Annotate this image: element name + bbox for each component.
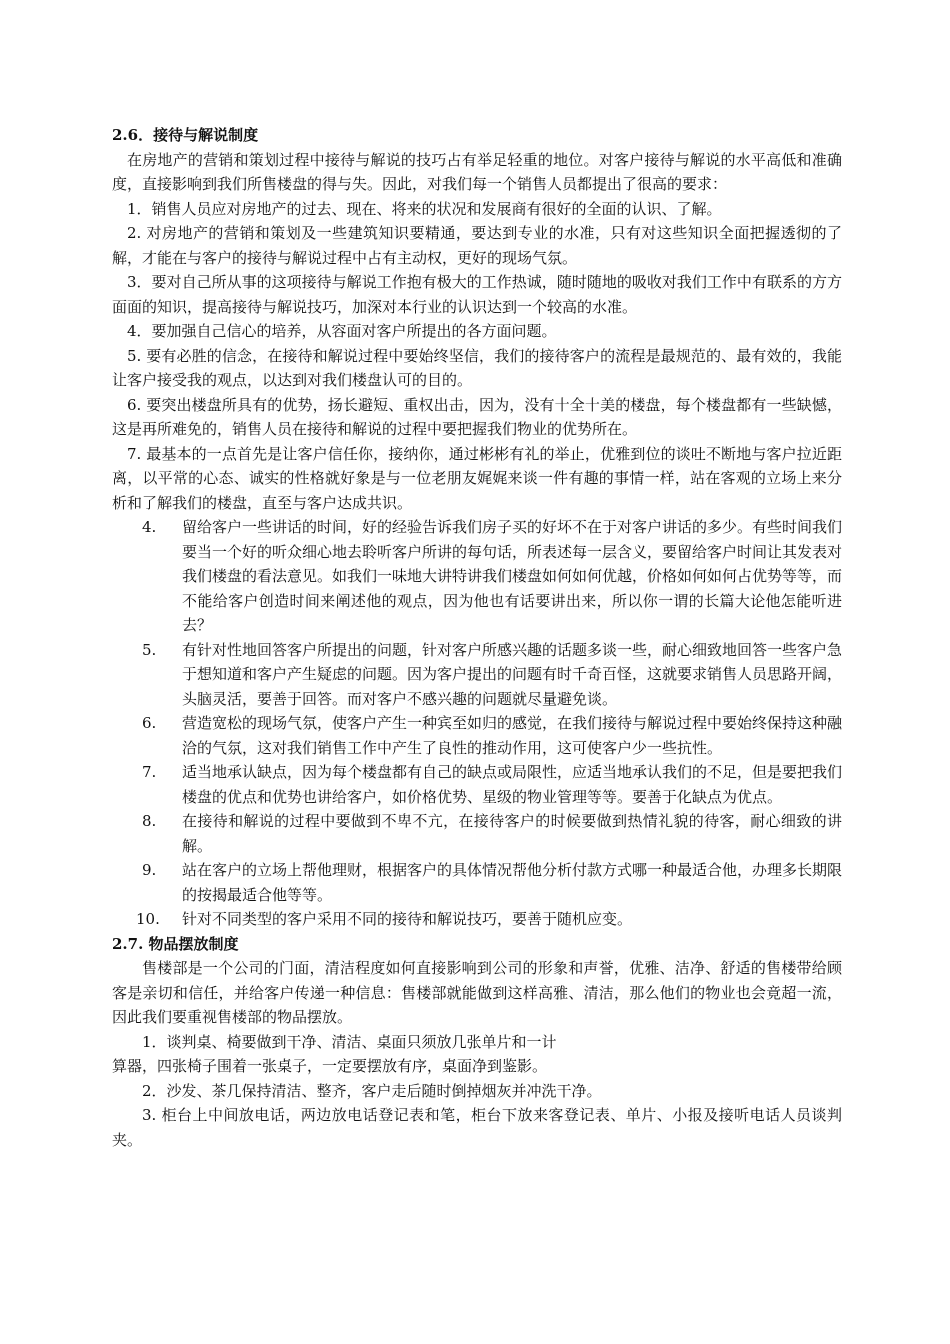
list-text: 留给客户一些讲话的时间，好的经验告诉我们房子买的好坏不在于对客户讲话的多少。有些时间我们要当一个好的听众细心地去聆听客户所讲的每句话，所表述每一层含义，要留给客户时间让其发表对我们楼盘的看法意见。如我们一味地大讲特讲我们楼盘如何如何优越，价格如何如何占优势等等，而不能给客户创造时间来阐述他的观点，因为他也有话要讲出来，所以你一谓的长篇大论他怎能听进去？ (182, 518, 843, 634)
list-text: 在接待和解说的过程中要做到不卑不亢，在接待客户的时候要做到热情礼貌的待客，耐心细致的讲解。 (182, 812, 842, 855)
list-text: 有针对性地回答客户所提出的问题，针对客户所感兴趣的话题多谈一些，耐心细致地回答一些客户急于想知道和客户产生疑虑的问题。因为客户提出的问题有时千奇百怪，这就要求销售人员思路开阔，头脑灵活，要善于回答。而对客户不感兴趣的问题就尽量避免谈。 (182, 640, 843, 708)
list-text: 适当地承认缺点，因为每个楼盘都有自己的缺点或局限性，应适当地承认我们的不足，但是要把我们楼盘的优点和优势也讲给客户，如价格优势、星级的物业管理等等。要善于化缺点为优点。 (182, 763, 843, 806)
numbered-sublist (112, 515, 842, 932)
section-2-7-heading: 2.7. 物品摆放制度 (112, 934, 239, 953)
document-body (112, 123, 842, 1152)
requirement-item: 4．要加强自己信心的培养，从容面对客户所提出的各方面问题。 (127, 322, 557, 340)
requirement-item: 1．销售人员应对房地产的过去、现在、将来的状况和发展商有很好的全面的认识、了解。 (127, 199, 722, 218)
list-text: 针对不同类型的客户采用不同的接待和解说技巧，要善于随机应变。 (182, 910, 633, 928)
section-2-6-heading: 2.6．接待与解说制度 (112, 126, 259, 144)
section-2-6-intro: 在房地产的营销和策划过程中接待与解说的技巧占有举足轻重的地位。对客户接待与解说的水平高低和准确度，直接影响到我们所售楼盘的得与失。因此，对我们每一个销售人员都提出了很高的要求： (112, 150, 842, 193)
section-2-7-intro: 售楼部是一个公司的门面，清洁程度如何直接影响到公司的形象和声誉，优雅、洁净、舒适的售楼带给顾客是亲切和信任，并给客户传递一种信息：售楼部就能做到这样高雅、清洁，那么他们的物业也会竟超一流，因此我们要重视售楼部的物品摆放。 (112, 959, 842, 1026)
requirement-item: 6. 要突出楼盘所具有的优势，扬长避短、重权出击，因为，没有十全十美的楼盘，每个楼盘都有一些缺憾，这是再所难免的，销售人员在接待和解说的过程中要把握我们物业的优势所在。 (112, 395, 842, 438)
list-item (112, 760, 842, 809)
requirement-item: 2. 对房地产的营销和策划及一些建筑知识要精通，要达到专业的水准，只有对这些知识全面把握透彻的了解，才能在与客户的接待与解说过程中占有主动权，更好的现场气氛。 (112, 224, 842, 267)
list-number: 4. (142, 518, 157, 536)
placement-item-1-line-2: 算器，四张椅子围着一张桌子，一定要摆放有序，桌面净到鉴影。 (112, 1057, 548, 1075)
list-item (112, 711, 842, 760)
list-number: 10. (136, 910, 160, 928)
requirement-item: 7. 最基本的一点首先是让客户信任你，接纳你，通过彬彬有礼的举止，优雅到位的谈吐不断地与客户拉近距离，以平常的心态、诚实的性格就好象是与一位老朋友娓娓来谈一件有趣的事情一样，站在客观的立场上来分析和了解我们的楼盘，直至与客户达成共识。 (112, 444, 842, 512)
list-item (112, 515, 842, 638)
list-text: 营造宽松的现场气氛，使客户产生一种宾至如归的感觉，在我们接待与解说过程中要始终保持这种融洽的气氛，这对我们销售工作中产生了良性的推动作用，这可使客户少一些抗性。 (182, 714, 843, 757)
list-item (112, 907, 842, 932)
list-number: 5. (142, 640, 157, 659)
list-number: 6. (142, 714, 157, 732)
requirement-item: 5. 要有必胜的信念，在接待和解说过程中要始终坚信，我们的接待客户的流程是最规范的、最有效的，我能让客户接受我的观点，以达到对我们楼盘认可的目的。 (112, 346, 842, 389)
placement-item-1-line-1: 1．谈判桌、椅要做到干净、清洁、桌面只须放几张单片和一计 (142, 1032, 557, 1051)
placement-item-3: 3. 柜台上中间放电话，两边放电话登记表和笔，柜台下放来客登记表、单片、小报及接听电话人员谈判夹。 (112, 1106, 842, 1149)
placement-item-2: 2．沙发、茶几保持清洁、整齐，客户走后随时倒掉烟灰并冲洗干净。 (142, 1081, 602, 1100)
list-item (112, 858, 842, 907)
requirement-item: 3．要对自己所从事的这项接待与解说工作抱有极大的工作热诚，随时随地的吸收对我们工作中有联系的方方面面的知识，提高接待与解说技巧，加深对本行业的认识达到一个较高的水准。 (112, 273, 842, 316)
list-item (112, 809, 842, 858)
list-item (112, 638, 842, 712)
list-number: 7. (142, 763, 157, 781)
list-text: 站在客户的立场上帮他理财，根据客户的具体情况帮他分析付款方式哪一种最适合他，办理多长期限的按揭最适合他等等。 (182, 861, 843, 904)
list-number: 8. (142, 812, 157, 830)
list-number: 9. (142, 861, 157, 879)
